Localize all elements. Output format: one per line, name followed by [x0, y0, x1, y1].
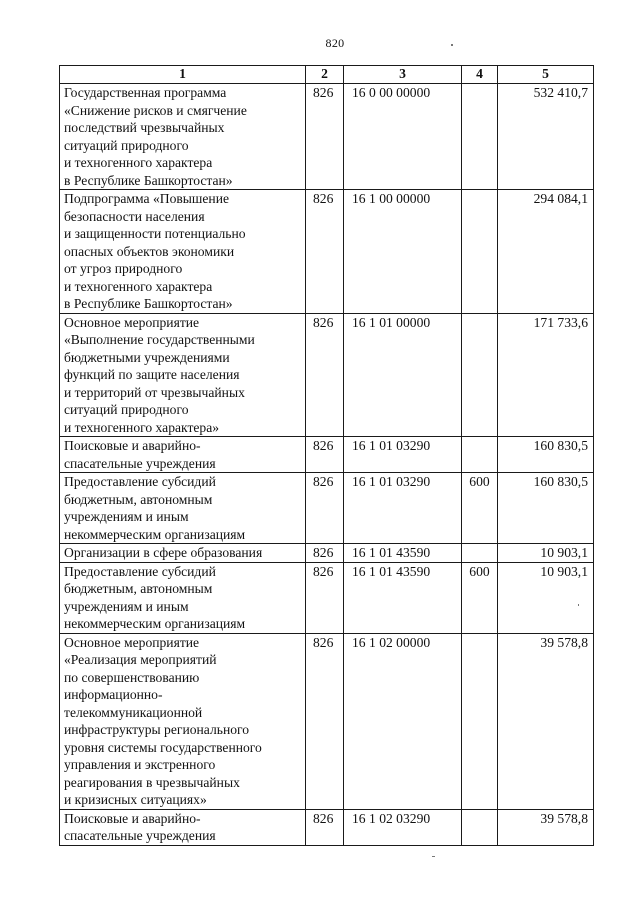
row-ministry-code: 826 — [306, 473, 344, 544]
row-ministry-code: 826 — [306, 633, 344, 809]
row-target-code: 16 0 00 00000 — [344, 84, 462, 190]
row-expense-type — [462, 437, 498, 473]
scan-speck — [578, 604, 579, 606]
row-expense-type — [462, 544, 498, 563]
column-header-1: 1 — [60, 66, 306, 84]
row-amount: 10 903,1 — [498, 544, 594, 563]
row-ministry-code: 826 — [306, 544, 344, 563]
row-name: Подпрограмма «Повышение безопасности населения и защищенности потенциально опасных объектов экономики от угроз природного и техногенного характера в Республике Башкортостан» — [60, 190, 306, 314]
row-amount: 160 830,5 — [498, 473, 594, 544]
row-amount: 294 084,1 — [498, 190, 594, 314]
row-amount: 171 733,6 — [498, 313, 594, 437]
row-expense-type: 600 — [462, 562, 498, 633]
row-ministry-code: 826 — [306, 809, 344, 845]
table-row — [60, 562, 594, 633]
row-name: Поисковые и аварийно- спасательные учреждения — [60, 809, 306, 845]
row-ministry-code: 826 — [306, 84, 344, 190]
row-target-code: 16 1 01 43590 — [344, 544, 462, 563]
column-header-2: 2 — [306, 66, 344, 84]
row-ministry-code: 826 — [306, 437, 344, 473]
row-name: Организации в сфере образования — [60, 544, 306, 563]
row-expense-type — [462, 809, 498, 845]
row-target-code: 16 1 02 00000 — [344, 633, 462, 809]
row-name: Основное мероприятие «Реализация мероприятий по совершенствованию информационно- телекоммуникационной инфраструктуры регионального уровня системы государственного управления и экстренного реагирования в чрезвычайных и кризисных ситуациях» — [60, 633, 306, 809]
table-row — [60, 544, 594, 563]
column-header-5: 5 — [498, 66, 594, 84]
scan-speck — [432, 856, 435, 857]
row-target-code: 16 1 02 03290 — [344, 809, 462, 845]
row-ministry-code: 826 — [306, 562, 344, 633]
row-target-code: 16 1 01 03290 — [344, 473, 462, 544]
row-name: Государственная программа «Снижение рисков и смягчение последствий чрезвычайных ситуаций природного и техногенного характера в Республике Башкортостан» — [60, 84, 306, 190]
table-row — [60, 190, 594, 314]
budget-table — [59, 65, 594, 846]
row-expense-type — [462, 84, 498, 190]
row-target-code: 16 1 00 00000 — [344, 190, 462, 314]
row-expense-type — [462, 190, 498, 314]
header-row — [60, 66, 594, 84]
row-expense-type — [462, 313, 498, 437]
page-number: 820 — [325, 36, 345, 50]
row-expense-type: 600 — [462, 473, 498, 544]
row-amount: 39 578,8 — [498, 809, 594, 845]
table-row — [60, 313, 594, 437]
row-amount: 532 410,7 — [498, 84, 594, 190]
table-row — [60, 809, 594, 845]
table-row — [60, 633, 594, 809]
row-target-code: 16 1 01 00000 — [344, 313, 462, 437]
column-header-3: 3 — [344, 66, 462, 84]
table-row — [60, 84, 594, 190]
row-target-code: 16 1 01 43590 — [344, 562, 462, 633]
row-name: Основное мероприятие «Выполнение государственными бюджетными учреждениями функций по защите населения и территорий от чрезвычайных ситуаций природного и техногенного характера» — [60, 313, 306, 437]
row-ministry-code: 826 — [306, 313, 344, 437]
scan-speck — [451, 44, 453, 46]
table-row — [60, 473, 594, 544]
row-amount: 39 578,8 — [498, 633, 594, 809]
row-amount: 160 830,5 — [498, 437, 594, 473]
table-row — [60, 437, 594, 473]
column-header-4: 4 — [462, 66, 498, 84]
row-target-code: 16 1 01 03290 — [344, 437, 462, 473]
row-expense-type — [462, 633, 498, 809]
row-ministry-code: 826 — [306, 190, 344, 314]
row-name: Предоставление субсидий бюджетным, автономным учреждениям и иным некоммерческим организациям — [60, 473, 306, 544]
row-name: Поисковые и аварийно- спасательные учреждения — [60, 437, 306, 473]
row-amount: 10 903,1 — [498, 562, 594, 633]
row-name: Предоставление субсидий бюджетным, автономным учреждениям и иным некоммерческим организациям — [60, 562, 306, 633]
